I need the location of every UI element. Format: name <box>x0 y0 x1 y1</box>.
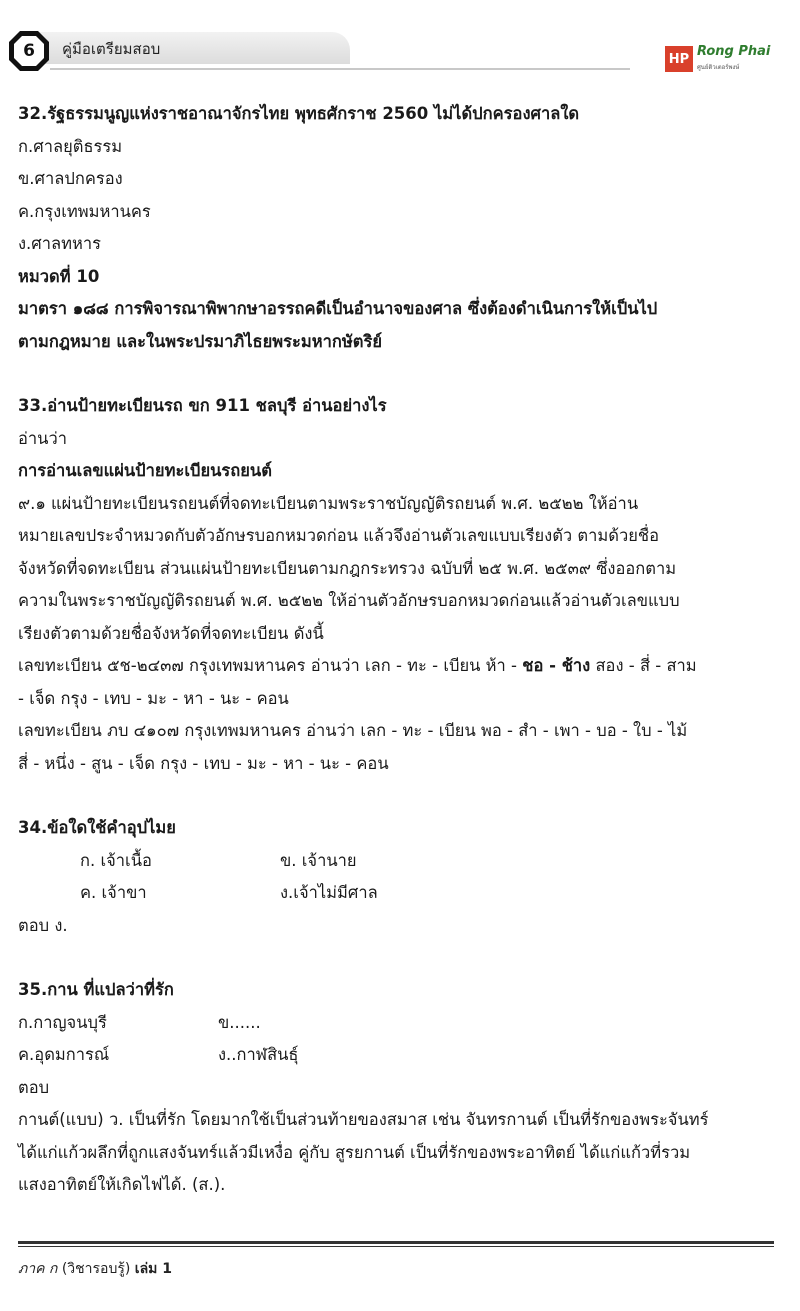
logo-name: Rong Phai <box>697 44 771 59</box>
q33-subheading: การอ่านเลขแผ่นป้ายทะเบียนรถยนต์ <box>18 461 272 480</box>
q35-options-row-2 <box>18 1039 788 1072</box>
q33-body-line-5: เรียงตัวตามด้วยชื่อจังหวัดที่จดทะเบียน ดังนี้ <box>18 623 324 643</box>
q33-answer-label: อ่านว่า <box>18 428 67 448</box>
q34-answer: ตอบ ง. <box>18 915 68 935</box>
page-header <box>0 0 800 90</box>
footer-rule-thick <box>18 1241 774 1244</box>
page-content <box>18 98 788 1202</box>
q35-options-row-1 <box>18 1007 788 1040</box>
q34-option-b: ข. เจ้านาย <box>280 850 357 870</box>
footer-part: ภาค ก <box>18 1261 58 1277</box>
q35-option-d: ง..กาฬสินธุ์ <box>218 1045 299 1064</box>
page-number: 6 <box>23 41 35 61</box>
q32-option-d: ง.ศาลทหาร <box>18 234 102 253</box>
q33-example-1 <box>18 650 788 683</box>
q33-body-line-2: หมายเลขประจำหมวดกับตัวอักษรบอกหมวดก่อน แล้วจึงอ่านตัวเลขแบบเรียงตัว ตามด้วยชื่อ <box>18 526 660 545</box>
question-35: 35.กาน ที่แปลว่าที่รัก <box>18 980 174 999</box>
footer-rule-thin <box>18 1246 774 1247</box>
q33-example-2-line-1: เลขทะเบียน ภบ ๔๑๐๗ กรุงเทพมหานคร อ่านว่า เลก - ทะ - เบียน พอ - สำ - เพา - บอ - ใบ - ไม้ <box>18 721 688 740</box>
q33-example-1-bold: ชอ - ช้าง <box>522 656 591 675</box>
q32-article-line-2: ตามกฎหมาย และในพระปรมาภิไธยพระมหากษัตริย์ <box>18 331 383 351</box>
question-32: 32.รัฐธรรมนูญแห่งราชอาณาจักรไทย พุทธศักราช 2560 ไม่ได้ปกครองศาลใด <box>18 104 580 123</box>
q34-option-c: ค. เจ้าขา <box>80 883 147 902</box>
q35-option-a: ก.กาญจนบุรี <box>18 1012 107 1032</box>
q33-example-1-post: สอง - สี่ - สาม <box>590 656 697 675</box>
q32-section-heading: หมวดที่ 10 <box>18 266 100 286</box>
q33-body-line-3: จังหวัดที่จดทะเบียน ส่วนแผ่นป้ายทะเบียนตามกฎกระทรวง ฉบับที่ ๒๕ พ.ศ. ๒๕๓๙ ซึ่งออกตาม <box>18 558 677 578</box>
question-33: 33.อ่านป้ายทะเบียนรถ ขก 911 ชลบุรี อ่านอย่างไร <box>18 396 387 415</box>
q32-option-a: ก.ศาลยุติธรรม <box>18 136 123 156</box>
q33-body-line-1: ๙.๑ แผ่นป้ายทะเบียนรถยนต์ที่จดทะเบียนตามพระราชบัญญัติรถยนต์ พ.ศ. ๒๕๒๒ ให้อ่าน <box>18 493 639 513</box>
logo-tagline: ศูนย์ติวเตอร์พงษ์ <box>697 64 740 71</box>
q33-example-1-pre: เลขทะเบียน ๕ช-๒๔๓๗ กรุงเทพมหานคร อ่านว่า เลก - ทะ - เบียน ห้า - <box>18 656 523 675</box>
publisher-logo <box>665 42 785 76</box>
question-34: 34.ข้อใดใช้คำอุปไมย <box>18 818 176 837</box>
header-title: คู่มือเตรียมสอบ <box>62 40 161 58</box>
q35-answer-label: ตอบ <box>18 1077 50 1097</box>
q34-option-a: ก. เจ้าเนื้อ <box>80 850 152 870</box>
header-divider <box>50 68 630 70</box>
q35-option-b: ข...... <box>218 1012 261 1032</box>
footer-volume: เล่ม 1 <box>134 1261 172 1277</box>
q33-body-line-4: ความในพระราชบัญญัติรถยนต์ พ.ศ. ๒๕๒๒ ให้อ่านตัวอักษรบอกหมวดก่อนแล้วอ่านตัวเลขแบบ <box>18 591 680 610</box>
q35-option-c: ค.อุดมการณ์ <box>18 1045 110 1064</box>
q35-explanation-line-2: ได้แก่แก้วผลึกที่ถูกแสงจันทร์แล้วมีเหงื่อ คู่กับ สูรยกานต์ เป็นที่รักของพระอาทิตย์ ได้แก่แก้วที่รวม <box>18 1142 691 1162</box>
q35-explanation-line-3: แสงอาทิตย์ให้เกิดไฟได้. (ส.). <box>18 1175 226 1194</box>
q35-explanation-line-1: กานต์(แบบ) ว. เป็นที่รัก โดยมากใช้เป็นส่วนท้ายของสมาส เช่น จันทรกานต์ เป็นที่รักของพระจันทร์ <box>18 1110 709 1129</box>
footer-subject: (วิชารอบรู้) <box>57 1261 135 1277</box>
q32-article-line-1: มาตรา ๑๘๘ การพิจารณาพิพากษาอรรถคดีเป็นอำนาจของศาล ซึ่งต้องดำเนินการให้เป็นไป <box>18 299 658 318</box>
q34-option-d: ง.เจ้าไม่มีศาล <box>280 883 378 902</box>
q34-options-row-2 <box>18 877 788 910</box>
q32-option-b: ข.ศาลปกครอง <box>18 169 123 188</box>
page-footer <box>18 1258 172 1280</box>
q33-example-1-line-2: - เจ็ด กรุง - เทบ - มะ - หา - นะ - คอน <box>18 688 289 708</box>
q33-example-2-line-2: สี่ - หนึ่ง - สูน - เจ็ด กรุง - เทบ - มะ - หา - นะ - คอน <box>18 753 389 773</box>
q32-option-c: ค.กรุงเทพมหานคร <box>18 201 151 221</box>
logo-mark: HP <box>665 46 693 72</box>
q34-options-row-1 <box>18 845 788 878</box>
